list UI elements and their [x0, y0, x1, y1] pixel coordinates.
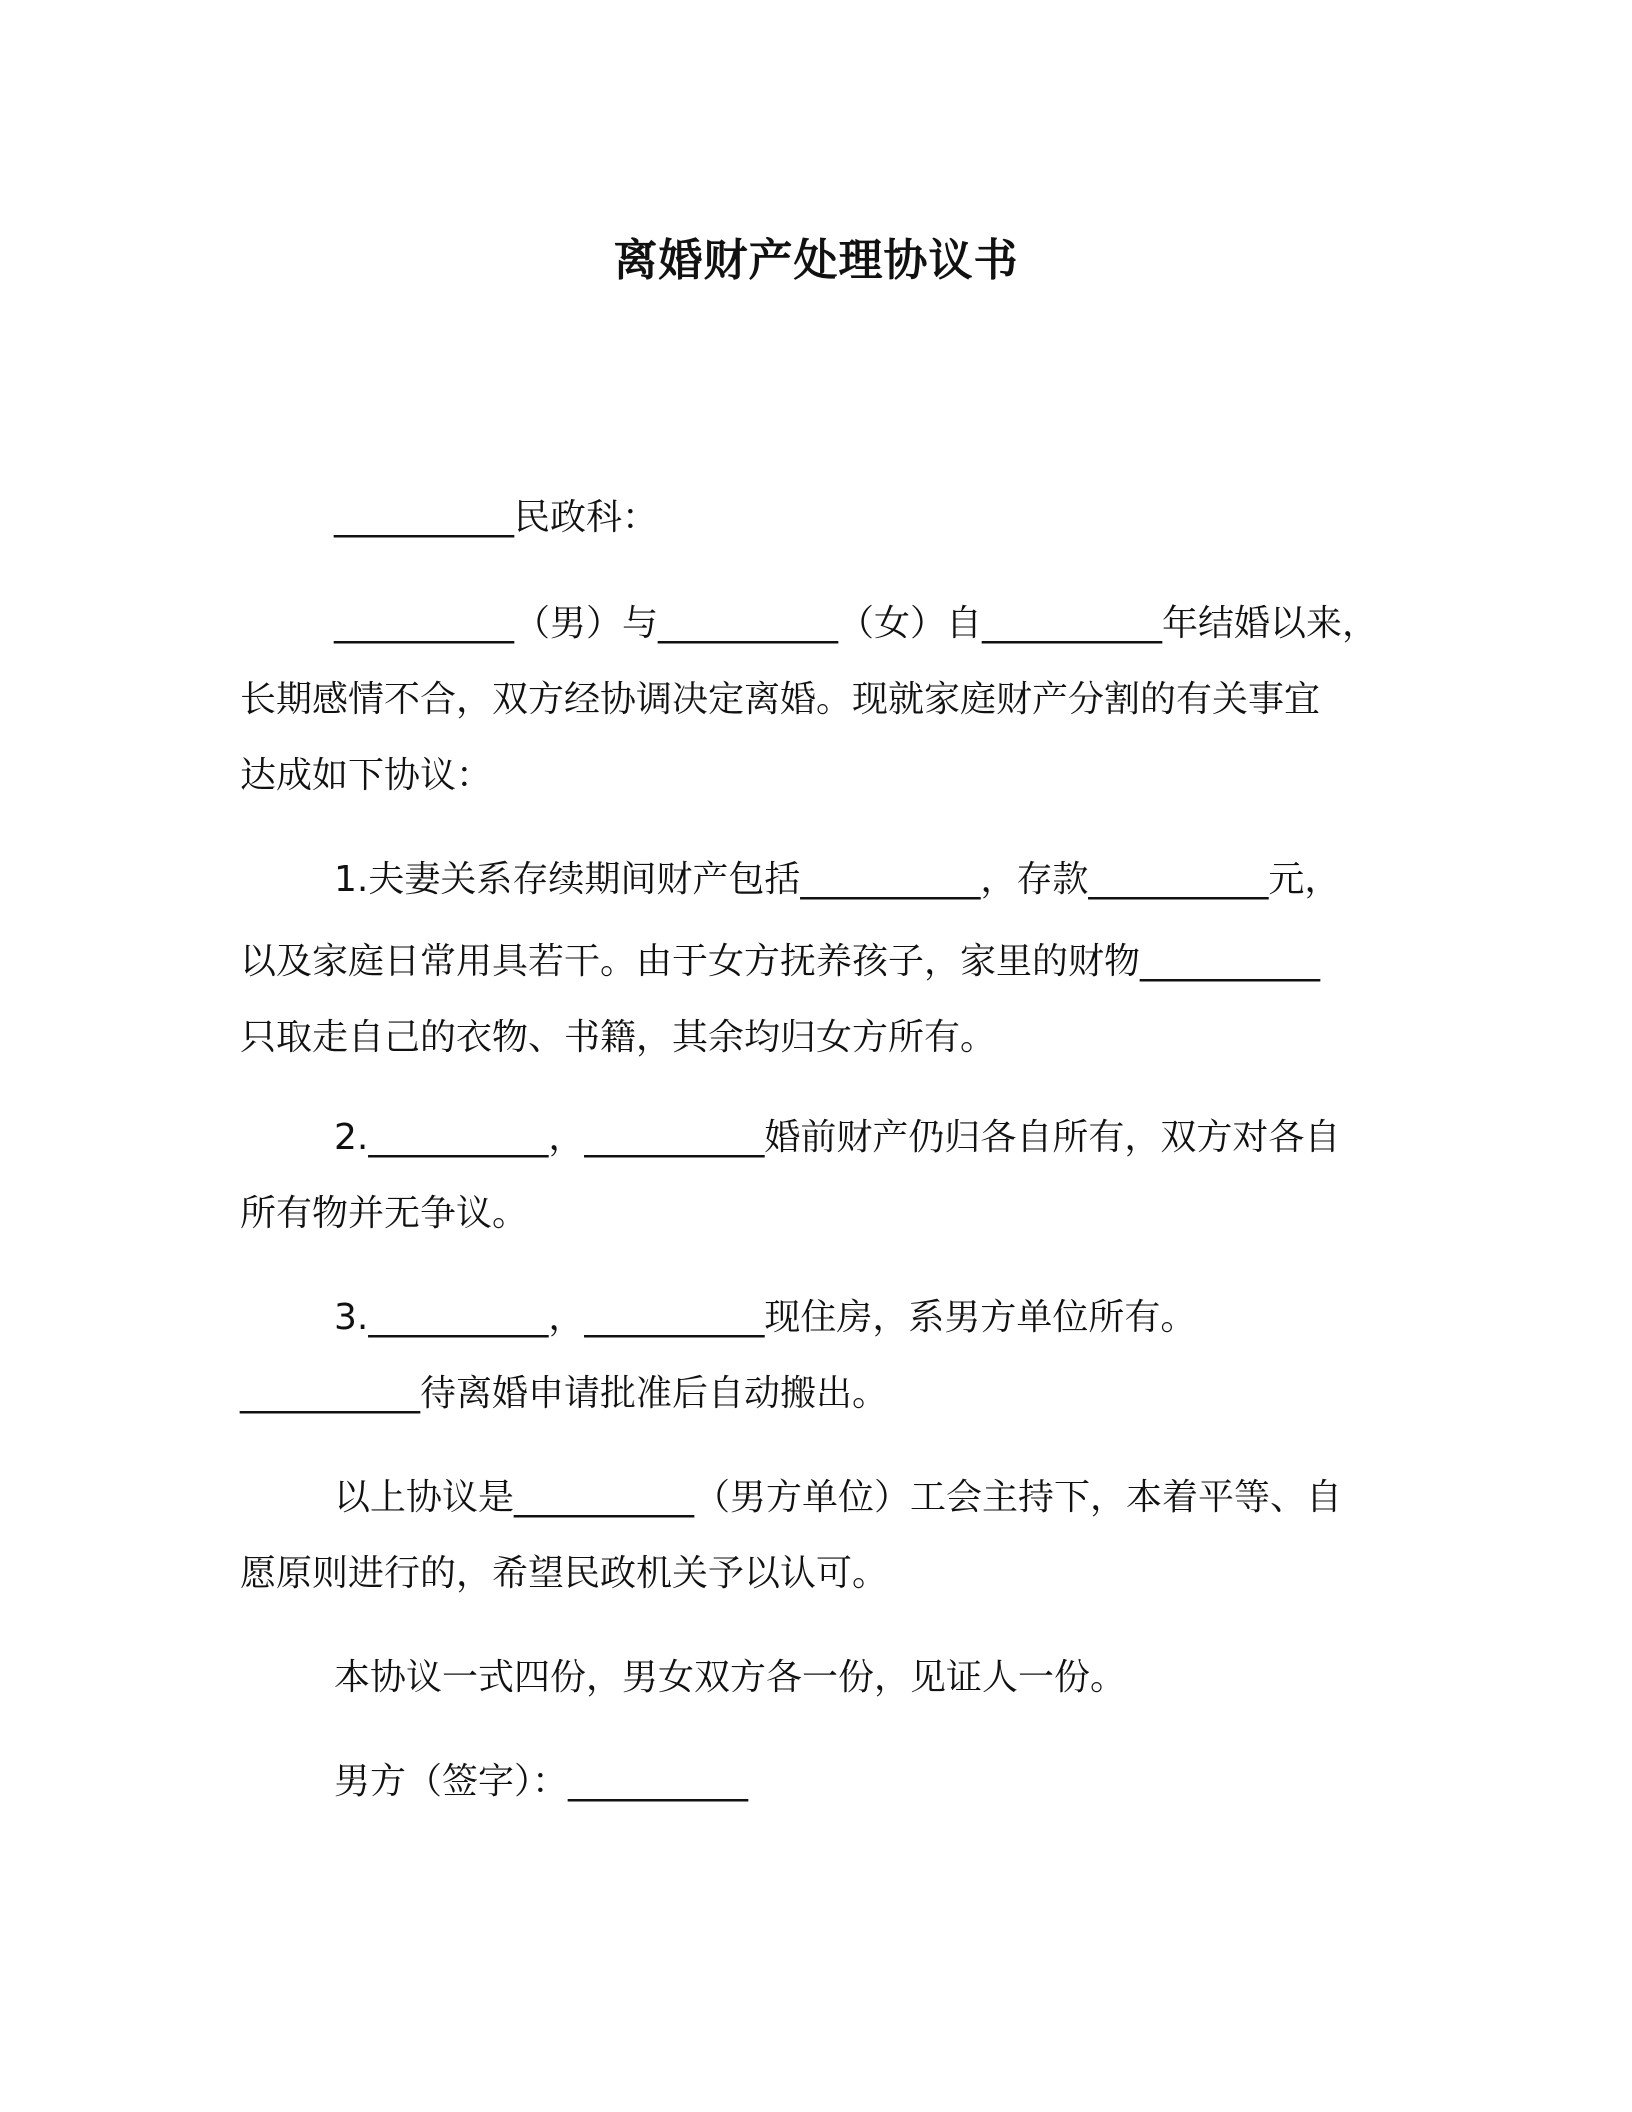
- clause-3-line-1: 3.__________，__________现住房，系男方单位所有。: [334, 1297, 1197, 1338]
- clause-2-line-1: 2.__________，__________婚前财产仍归各自所有，双方对各自: [334, 1117, 1341, 1158]
- copies-line: 本协议一式四份，男女双方各一份，见证人一份。: [334, 1657, 1127, 1698]
- clause-1-line-1: 1.夫妻关系存续期间财产包括__________，存款__________元，: [334, 859, 1341, 900]
- closing-line-1: 以上协议是__________（男方单位）工会主持下，本着平等、自: [334, 1477, 1343, 1518]
- document-title: 离婚财产处理协议书: [613, 235, 1019, 286]
- clause-1-line-3: 只取走自己的衣物、书籍，其余均归女方所有。: [240, 1017, 997, 1058]
- clause-2-line-2: 所有物并无争议。: [240, 1193, 529, 1234]
- intro-line-3: 达成如下协议：: [240, 755, 493, 796]
- closing-line-2: 愿原则进行的，希望民政机关予以认可。: [240, 1553, 889, 1594]
- clause-3-line-2: __________待离婚申请批准后自动搬出。: [240, 1373, 889, 1414]
- intro-line-1: __________（男）与__________（女）自__________年结婚以来，: [334, 603, 1379, 644]
- male-signature-line: 男方（签字）：__________: [334, 1761, 749, 1802]
- salutation-line: __________民政科：: [334, 497, 659, 538]
- intro-line-2: 长期感情不合，双方经协调决定离婚。现就家庭财产分割的有关事宜: [240, 679, 1321, 720]
- clause-1-line-2: 以及家庭日常用具若干。由于女方抚养孩子，家里的财物__________: [240, 941, 1321, 982]
